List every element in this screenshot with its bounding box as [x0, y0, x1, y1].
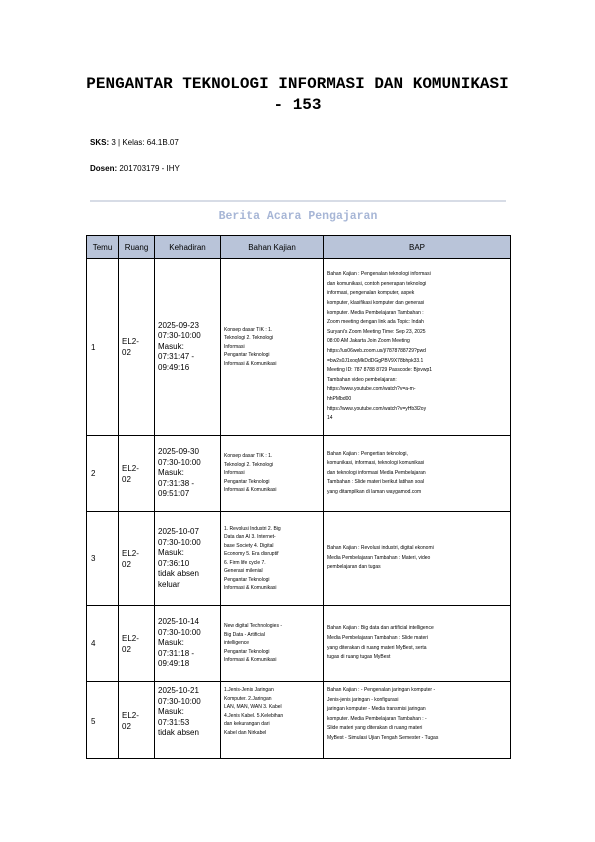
- bap-cell: [324, 682, 511, 759]
- bahan-line: Pengantar Teknologi: [224, 478, 270, 485]
- bahan-line: base Society 4. Digital: [224, 542, 274, 549]
- bap-line: https://us06web.zoom.us/j/7878788729?pwd: [327, 348, 426, 354]
- bahan-line: intelligence: [224, 640, 250, 647]
- bahan-kajian-cell: [221, 259, 324, 436]
- bap-line: Slide materi yang diterakan di ruang materi: [327, 725, 423, 732]
- bap-line: informasi, pengenalan komputer, aspek: [327, 290, 415, 297]
- kehadiran-cell: [155, 436, 221, 512]
- kehadiran-line: 09:49:18: [158, 659, 190, 669]
- page-title: [60, 74, 535, 116]
- bap-line: Tambahan video pembelajaran:: [327, 376, 397, 383]
- bap-line: 14: [327, 415, 333, 422]
- kehadiran-line: 07:30-10:00: [158, 696, 201, 706]
- header-bahan-kajian: Bahan Kajian: [221, 236, 324, 259]
- ruang-line: EL2-: [122, 633, 139, 643]
- bap-line: dan komunikasi, contoh penerapan teknologi: [327, 280, 427, 287]
- kehadiran-line: 2025-09-30: [158, 447, 199, 457]
- table-row: [87, 259, 511, 436]
- bahan-line: Kabel dan Nirkabel: [224, 729, 267, 736]
- table-row: [87, 682, 511, 759]
- bahan-line: Pengantar Teknologi: [224, 576, 270, 583]
- bap-line: dan teknologi informasi Media Pembelajaran: [327, 469, 426, 476]
- kehadiran-line: 07:30-10:00: [158, 537, 201, 547]
- bap-line: Meeting ID: 787 8788 8729 Passcode: Bjxvwp1: [327, 367, 433, 374]
- bap-line: Tambahan : Slide materi berikut latihan soal: [327, 479, 424, 486]
- table-row: [87, 606, 511, 682]
- bap-line: komunikasi, informasi, teknologi komunikasi: [327, 460, 425, 467]
- bahan-line: Generasi milenial: [224, 568, 263, 574]
- bahan-line: Pengantar Teknologi: [224, 648, 270, 655]
- temu-cell: 4: [87, 606, 119, 682]
- kehadiran-cell: [155, 512, 221, 606]
- bap-line: jaringan komputer - Media transmisi jaringan: [327, 706, 426, 713]
- kehadiran-line: 07:36:10: [158, 558, 190, 568]
- sks-info: [90, 138, 179, 147]
- kehadiran-line: keluar: [158, 579, 180, 589]
- bap-line: komputer. Media Pembelajaran Tambahan : -: [327, 715, 427, 722]
- kehadiran-line: 07:31:38 -: [158, 478, 195, 488]
- ruang-cell: [119, 512, 155, 606]
- bap-line: Media Pembelajaran Tambahan : Slide materi: [327, 634, 429, 641]
- bahan-line: Informasi: [224, 343, 245, 350]
- bahan-kajian-cell: [221, 512, 324, 606]
- bap-cell: [324, 259, 511, 436]
- kehadiran-line: 2025-10-21: [158, 686, 199, 695]
- header-temu: Temu: [87, 236, 119, 259]
- kehadiran-line: 09:51:07: [158, 489, 190, 499]
- bahan-line: 6. Firm life cycle 7.: [224, 559, 266, 566]
- bap-line: komputer, klasifikasi komputer dan generasi: [327, 300, 425, 307]
- kehadiran-cell: [155, 682, 221, 759]
- header-bap: BAP: [324, 236, 511, 259]
- section-title: Berita Acara Pengajaran: [218, 210, 378, 223]
- kehadiran-line: tidak absen: [158, 728, 199, 737]
- kehadiran-line: Masuk:: [158, 548, 184, 557]
- bap-table: [86, 235, 511, 759]
- bap-line: tugas di ruang tugas MyBest: [327, 654, 391, 661]
- bap-line: 08:00 AM Jakarta Join Zoom Meeting: [327, 338, 410, 345]
- bap-line: Zoom meeting dengan link ada Topic: Indah: [327, 319, 424, 326]
- ruang-cell: [119, 682, 155, 759]
- table-header-row: [87, 236, 511, 259]
- sks-value: 3 | Kelas: 64.1B.07: [111, 138, 179, 147]
- ruang-cell: [119, 436, 155, 512]
- bahan-line: Pengantar Teknologi: [224, 352, 270, 359]
- bahan-kajian-cell: [221, 682, 324, 759]
- bahan-kajian-cell: [221, 436, 324, 512]
- kehadiran-cell: [155, 606, 221, 682]
- ruang-line: EL2-: [122, 711, 139, 720]
- table-row: [87, 512, 511, 606]
- bahan-line: New digital Technologies -: [224, 623, 282, 630]
- ruang-line: 02: [122, 722, 131, 731]
- header-ruang: Ruang: [119, 236, 155, 259]
- bap-line: Suryani's Zoom Meeting Time: Sep 23, 2025: [327, 328, 426, 335]
- kehadiran-line: 09:49:16: [158, 362, 190, 372]
- bap-line: Bahan Kajian : Big data dan artificial intelligence: [327, 625, 434, 632]
- kehadiran-line: 07:31:47 -: [158, 352, 195, 362]
- bahan-line: dan kekurangan dari: [224, 721, 270, 727]
- ruang-line: EL2-: [122, 463, 139, 473]
- temu-cell: 5: [87, 682, 119, 759]
- ruang-cell: [119, 606, 155, 682]
- bahan-line: Big Data - Artificial: [224, 631, 265, 638]
- bap-cell: [324, 512, 511, 606]
- bap-line: komputer. Media Pembelajaran Tambahan :: [327, 309, 424, 316]
- bap-line: Bahan Kajian : Pengenalan teknologi informasi: [327, 271, 431, 278]
- bap-line: pembelajaran dan tugas: [327, 564, 381, 571]
- bahan-line: Komputer. 2.Jaringan: [224, 695, 272, 702]
- ruang-line: 02: [122, 348, 131, 357]
- kehadiran-line: Masuk:: [158, 707, 184, 716]
- kehadiran-line: 2025-10-07: [158, 527, 199, 536]
- ruang-line: EL2-: [122, 337, 139, 346]
- kehadiran-line: 2025-09-23: [158, 320, 199, 330]
- ruang-line: EL2-: [122, 548, 139, 558]
- bahan-line: Teknologi 2. Teknologi: [224, 335, 274, 342]
- table-row: [87, 436, 511, 512]
- divider: [90, 200, 506, 202]
- dosen-label: Dosen:: [90, 164, 118, 173]
- ruang-line: 02: [122, 474, 131, 484]
- bahan-line: Teknologi 2. Teknologi: [224, 461, 274, 468]
- kehadiran-line: 07:30-10:00: [158, 457, 201, 467]
- title-line-1: PENGANTAR TEKNOLOGI INFORMASI DAN KOMUNIKASI: [86, 75, 509, 93]
- temu-cell: 1: [87, 259, 119, 436]
- bahan-line: 1.Jenis-Jenis Jaringan: [224, 687, 274, 693]
- kehadiran-line: 07:31:18 -: [158, 648, 195, 658]
- dosen-value: 201703179 - IHY: [119, 164, 180, 173]
- bahan-line: Informasi & Komunikasi: [224, 360, 277, 367]
- bap-line: Bahan Kajian : Revolusi industri, digital ekonomi: [327, 545, 434, 552]
- bap-line: Media Pembelajaran Tambahan : Materi, video: [327, 554, 431, 561]
- bahan-kajian-cell: [221, 606, 324, 682]
- kehadiran-line: 07:30-10:00: [158, 627, 201, 637]
- bahan-line: Konsep dasar TIK : 1.: [224, 326, 273, 333]
- bap-line: hhPMbd00: [327, 395, 352, 402]
- title-line-2: - 153: [273, 96, 322, 114]
- bahan-line: 4.Jenis Kabel. 5.Kelebihan: [224, 712, 284, 719]
- temu-cell: 3: [87, 512, 119, 606]
- bap-line: Bahan Kajian : - Pengenalan jaringan komputer -: [327, 687, 436, 693]
- ruang-line: 02: [122, 559, 131, 569]
- kehadiran-line: 07:30-10:00: [158, 331, 201, 341]
- bahan-line: Informasi & Komunikasi: [224, 487, 277, 494]
- kehadiran-line: Masuk:: [158, 468, 184, 478]
- header-kehadiran: Kehadiran: [155, 236, 221, 259]
- bahan-line: Informasi: [224, 470, 245, 477]
- bap-line: =bw2s0J1xoqMkDdDGgPBV9X78bhpk33.1: [327, 357, 424, 364]
- bap-line: yang ditampilkan di laman waygamod.com: [327, 488, 422, 495]
- bahan-line: Konsep dasar TIK : 1.: [224, 453, 273, 460]
- bahan-line: 1. Revolusi Industri 2. Big: [224, 525, 281, 532]
- bap-line: https://www.youtube.com/watch?v=a-m-: [327, 386, 416, 393]
- kehadiran-line: Masuk:: [158, 638, 184, 648]
- bap-line: https://www.youtube.com/watch?v=yHb3l2oy: [327, 405, 427, 412]
- bap-line: yang diterakan di ruang materi MyBest, serta: [327, 644, 427, 651]
- kehadiran-line: Masuk:: [158, 341, 184, 351]
- bahan-line: Economy 5. Era disruptif: [224, 551, 279, 557]
- ruang-line: 02: [122, 644, 131, 654]
- dosen-info: [90, 164, 180, 173]
- kehadiran-line: 2025-10-14: [158, 617, 199, 627]
- bap-cell: [324, 606, 511, 682]
- bap-line: Jenis-jenis jaringan - konfigurasi: [327, 696, 399, 703]
- bahan-line: Data dan AI 3. Internet-: [224, 534, 276, 540]
- bap-line: Bahan Kajian : Pengertian teknologi,: [327, 450, 408, 457]
- ruang-cell: [119, 259, 155, 436]
- sks-label: SKS:: [90, 138, 110, 147]
- bahan-line: Informasi & Komunikasi: [224, 657, 277, 664]
- kehadiran-cell: [155, 259, 221, 436]
- kehadiran-line: tidak absen: [158, 569, 199, 578]
- bap-cell: [324, 436, 511, 512]
- bahan-line: LAN, MAN, WAN 3. Kabel: [224, 704, 282, 710]
- kehadiran-line: 07:31:53: [158, 717, 190, 727]
- temu-cell: 2: [87, 436, 119, 512]
- bahan-line: Informasi & Komunikasi: [224, 585, 277, 591]
- bap-line: MyBest - Simulasi Ujian Tengah Semester - Tugas: [327, 734, 439, 741]
